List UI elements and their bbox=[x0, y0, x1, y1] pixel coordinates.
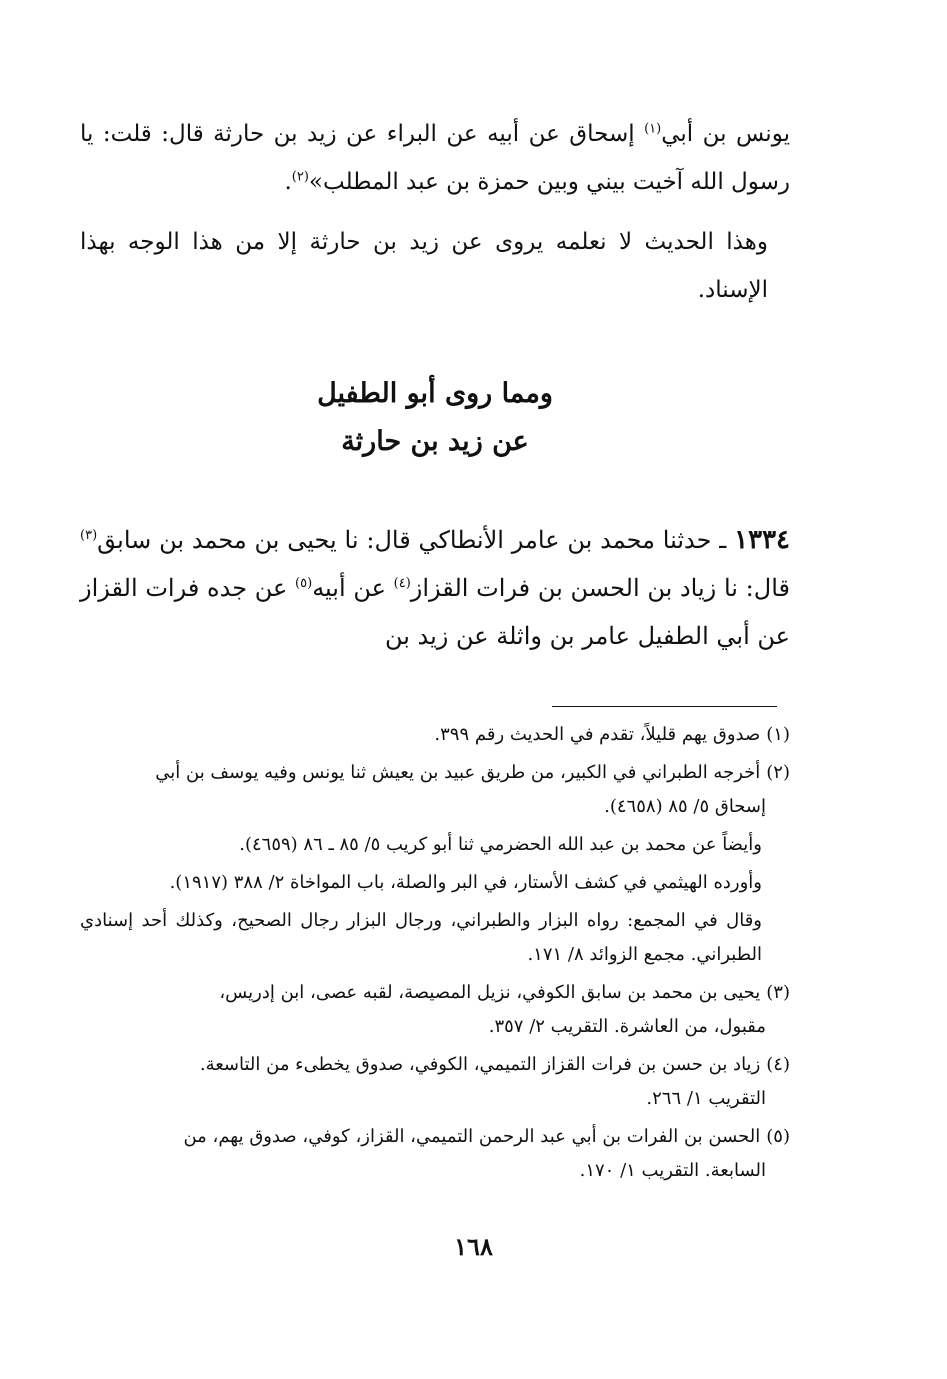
page-number: ١٦٨ bbox=[454, 1232, 493, 1261]
footnote-ref-2[interactable]: (٢) bbox=[291, 169, 309, 185]
hadith-paragraph bbox=[80, 516, 790, 660]
footnote-continuation: إسحاق ٥/ ٨٥ (٤٦٥٨). bbox=[604, 796, 766, 817]
hadith-text-a: ـ حدثنا محمد بن عامر الأنطاكي قال: نا يحيى بن محمد بن سابق bbox=[97, 526, 735, 554]
footnote-number: (٤) bbox=[766, 1054, 790, 1075]
section-title-line1: ومما روى أبو الطفيل bbox=[317, 378, 553, 409]
intro-paragraph bbox=[80, 110, 790, 206]
footnote-ref-4[interactable]: (٤) bbox=[393, 576, 411, 591]
section-title-line2: عن زيد بن حارثة bbox=[341, 426, 529, 457]
section-heading bbox=[80, 370, 790, 466]
footnote-continuation: التقريب ١/ ٢٦٦. bbox=[646, 1088, 766, 1109]
footnote-number: (٢) bbox=[766, 762, 790, 783]
footnote-divider bbox=[552, 706, 777, 707]
footnote-text: صدوق يهم قليلاً، تقدم في الحديث رقم ٣٩٩. bbox=[434, 724, 761, 745]
hadith-text-d: عن جده فرات القزاز عن أبي الطفيل عامر بن واثلة عن زيد بن bbox=[80, 574, 790, 650]
hadith-text-c: عن أبيه bbox=[312, 574, 394, 602]
footnote-2 bbox=[80, 756, 790, 824]
footnote-continuation: مقبول، من العاشرة. التقريب ٢/ ٣٥٧. bbox=[488, 1016, 766, 1037]
footnote-text: أخرجه الطبراني في الكبير، من طريق عبيد بن يعيش ثنا يونس وفيه يوسف بن أبي bbox=[155, 762, 761, 783]
footnote-ref-3[interactable]: (٣) bbox=[80, 528, 98, 543]
footnote-text: يحيى بن محمد بن سابق الكوفي، نزيل المصيصة، لقبه عصى، ابن إدريس، bbox=[219, 982, 761, 1003]
footnote-5 bbox=[80, 1120, 790, 1188]
footnote-text: زياد بن حسن بن فرات القزاز التميمي، الكوفي، صدوق يخطىء من التاسعة. bbox=[199, 1054, 761, 1075]
footnote-number: (٥) bbox=[766, 1126, 790, 1147]
footnote-1 bbox=[80, 718, 790, 752]
narration-note: وهذا الحديث لا نعلمه يروى عن زيد بن حارثة إلا من هذا الوجه بهذا الإسناد. bbox=[80, 229, 768, 303]
footnote-3 bbox=[80, 976, 790, 1044]
hadith-number: ١٣٣٤ bbox=[734, 525, 790, 555]
footnote-continuation: السابعة. التقريب ١/ ١٧٠. bbox=[579, 1160, 766, 1181]
footnote-ref-5[interactable]: (٥) bbox=[295, 576, 313, 591]
footnotes bbox=[80, 718, 790, 1192]
footnote-number: (٣) bbox=[766, 982, 790, 1003]
hadith-text-b: قال: نا زياد بن الحسن بن فرات القزاز bbox=[410, 574, 790, 602]
intro-text-c: . bbox=[284, 169, 292, 195]
intro-text-b: إسحاق عن أبيه عن البراء عن زيد بن حارثة قال: قلت: يا رسول الله آخيت بيني وبين حمزة بن عبد المطلب» bbox=[80, 121, 790, 195]
footnote-number: (١) bbox=[766, 724, 790, 745]
footnote-ref-1[interactable]: (١) bbox=[644, 121, 662, 137]
footnote-2-sub-3: وقال في المجمع: رواه البزار والطبراني، ورجال البزار رجال الصحيح، وكذلك أحد إسنادي الطبراني. مجمع الزوائد ٨/ ١٧١. bbox=[80, 910, 762, 965]
footnote-4 bbox=[80, 1048, 790, 1116]
footnote-2-sub-2: وأورده الهيثمي في كشف الأستار، في البر والصلة، باب المواخاة ٢/ ٣٨٨ (١٩١٧). bbox=[169, 872, 762, 893]
footnote-2-sub-1: وأيضاً عن محمد بن عبد الله الحضرمي ثنا أبو كريب ٥/ ٨٥ ـ ٨٦ (٤٦٥٩). bbox=[239, 834, 762, 855]
footnote-text: الحسن بن الفرات بن أبي عبد الرحمن التميمي، القزاز، كوفي، صدوق يهم، من bbox=[183, 1126, 761, 1147]
main-text bbox=[80, 110, 790, 684]
intro-text-a: يونس بن أبي bbox=[661, 121, 790, 147]
